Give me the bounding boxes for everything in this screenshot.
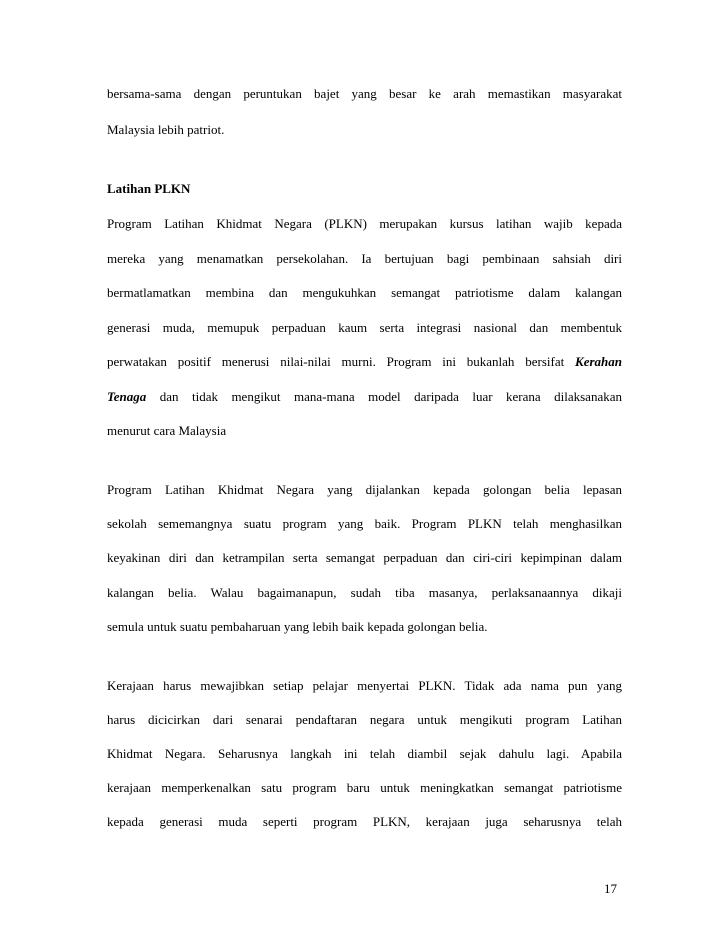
paragraph-line: bersama-sama dengan peruntukan bajet yang besar ke arah memastikan masyarakat (107, 86, 622, 101)
paragraph-line: harus dicicirkan dari senarai pendaftaran negara untuk mengikuti program Latihan (107, 712, 622, 727)
paragraph-line: kepada generasi muda seperti program PLKN, kerajaan juga seharusnya telah (107, 814, 622, 829)
paragraph-line: Program Latihan Khidmat Negara yang dijalankan kepada golongan belia lepasan (107, 482, 622, 497)
paragraph-line (107, 389, 622, 405)
paragraph-line: kalangan belia. Walau bagaimanapun, sudah tiba masanya, perlaksanaannya dikaji (107, 585, 622, 600)
paragraph-line: Khidmat Negara. Seharusnya langkah ini telah diambil sejak dahulu lagi. Apabila (107, 746, 622, 761)
paragraph-line: Malaysia lebih patriot. (107, 122, 225, 137)
paragraph-line: bermatlamatkan membina dan mengukuhkan semangat patriotisme dalam kalangan (107, 285, 622, 300)
section-heading: Latihan PLKN (107, 181, 191, 196)
line-text: dan tidak mengikut mana-mana model daripada luar kerana dilaksanakan (146, 389, 622, 404)
paragraph-line: keyakinan diri dan ketrampilan serta semangat perpaduan dan ciri-ciri kepimpinan dalam (107, 550, 622, 565)
paragraph-line: mereka yang menamatkan persekolahan. Ia bertujuan bagi pembinaan sahsiah diri (107, 251, 622, 266)
paragraph-line: generasi muda, memupuk perpaduan kaum serta integrasi nasional dan membentuk (107, 320, 622, 335)
line-text: perwatakan positif menerusi nilai-nilai murni. Program ini bukanlah bersifat (107, 354, 576, 369)
paragraph-line (107, 354, 622, 370)
paragraph-line: menurut cara Malaysia (107, 423, 227, 438)
paragraph-line: sekolah sememangnya suatu program yang baik. Program PLKN telah menghasilkan (107, 516, 622, 531)
paragraph-line: Program Latihan Khidmat Negara (PLKN) merupakan kursus latihan wajib kepada (107, 216, 622, 231)
paragraph-line: kerajaan memperkenalkan satu program baru untuk meningkatkan semangat patriotisme (107, 780, 622, 795)
page-number: 17 (604, 881, 617, 896)
emphasis-text: Tenaga (107, 389, 147, 404)
emphasis-text: Kerahan (575, 354, 622, 369)
paragraph-line: Kerajaan harus mewajibkan setiap pelajar menyertai PLKN. Tidak ada nama pun yang (107, 678, 622, 693)
paragraph-line: semula untuk suatu pembaharuan yang lebih baik kepada golongan belia. (107, 619, 488, 634)
